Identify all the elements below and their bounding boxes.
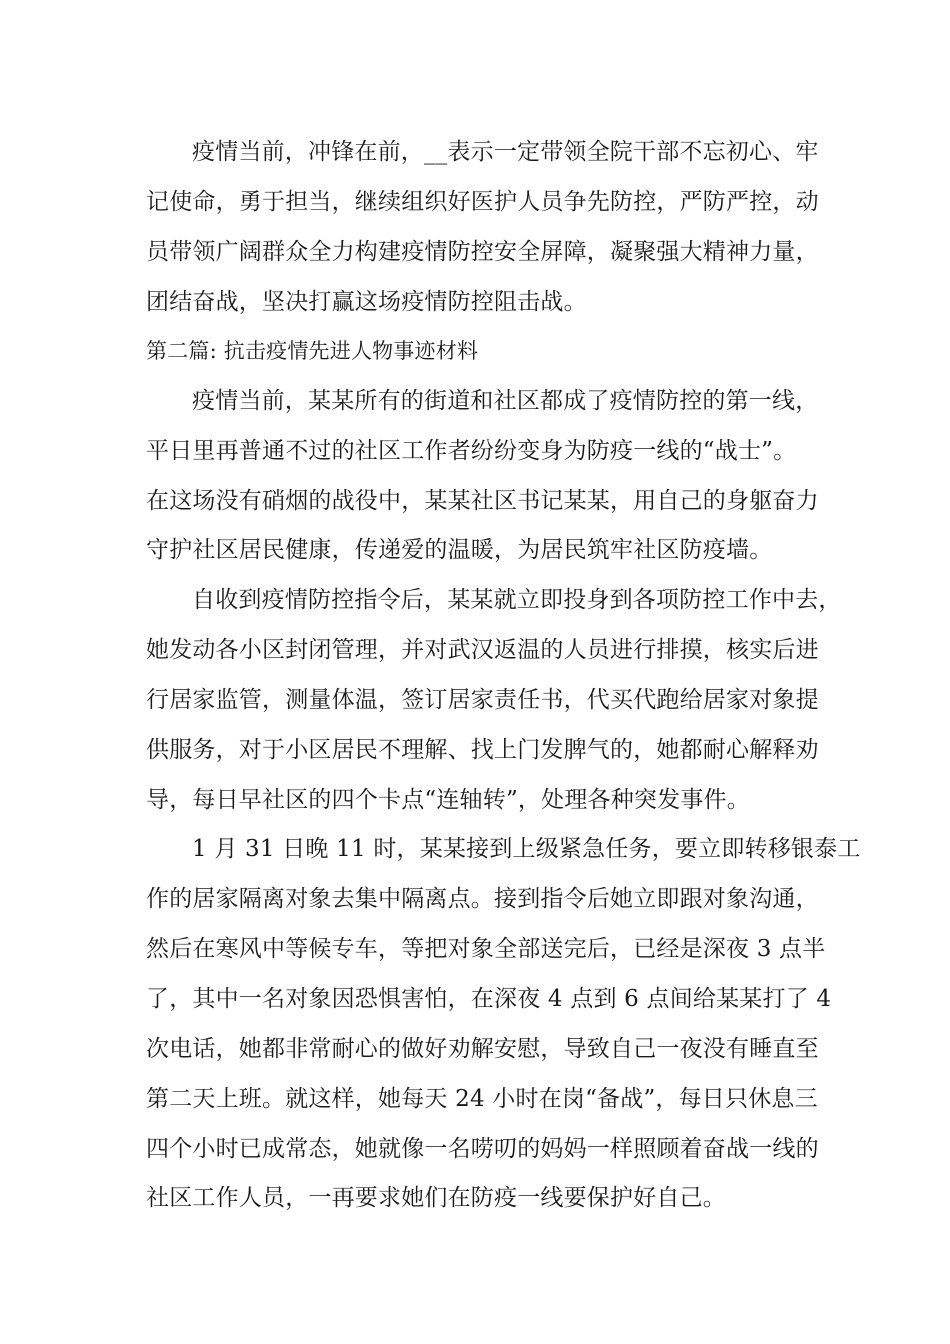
paragraph-3-line-5: 导，每日早社区的四个卡点“连轴转”，处理各种突发事件。 (146, 787, 750, 813)
paragraph-3-line-4: 供服务，对于小区居民不理解、找上门发脾气的，她都耐心解释劝 (146, 737, 819, 763)
paragraph-4-line-5: 次电话，她都非常耐心的做好劝解安慰，导致自己一夜没有睡直至 (146, 1036, 819, 1062)
paragraph-4-line-2: 作的居家隔离对象去集中隔离点。接到指令后她立即跟对象沟通， (146, 886, 819, 912)
paragraph-4-line-1: 1 月 31 日晚 11 时，某某接到上级紧急任务，要立即转移银泰工 (192, 836, 861, 862)
paragraph-4-line-4: 了，其中一名对象因恐惧害怕，在深夜 4 点到 6 点间给某某打了 4 (146, 986, 832, 1012)
paragraph-1-line-3: 员带领广阔群众全力构建疫情防控安全屏障，凝聚强大精神力量， (146, 239, 819, 265)
paragraph-1-line-4: 团结奋战，坚决打赢这场疫情防控阻击战。 (146, 289, 587, 315)
paragraph-2-line-4: 守护社区居民健康，传递爱的温暖，为居民筑牢社区防疫墙。 (146, 537, 773, 563)
paragraph-4-line-6: 第二天上班。就这样，她每天 24 小时在岗“备战”，每日只休息三 (146, 1086, 818, 1112)
paragraph-1-line-1: 疫情当前，冲锋在前，__表示一定带领全院干部不忘初心、牢 (192, 139, 819, 165)
paragraph-3-line-1: 自收到疫情防控指令后，某某就立即投身到各项防控工作中去， (192, 587, 842, 613)
paragraph-4-line-8: 社区工作人员，一再要求她们在防疫一线要保护好自己。 (146, 1185, 726, 1211)
paragraph-1-line-2: 记使命，勇于担当，继续组织好医护人员争先防控，严防严控，动 (146, 189, 819, 215)
section-heading: 第二篇: 抗击疫情先进人物事迹材料 (146, 339, 479, 363)
paragraph-2-line-2: 平日里再普通不过的社区工作者纷纷变身为防疫一线的“战士”。 (146, 438, 797, 464)
paragraph-2-line-1: 疫情当前，某某所有的街道和社区都成了疫情防控的第一线， (192, 388, 819, 414)
paragraph-3-line-3: 行居家监管，测量体温，签订居家责任书，代买代跑给居家对象提 (146, 687, 819, 713)
paragraph-2-line-3: 在这场没有硝烟的战役中，某某社区书记某某，用自己的身躯奋力 (146, 488, 819, 514)
paragraph-4-line-7: 四个小时已成常态，她就像一名唠叨的妈妈一样照顾着奋战一线的 (146, 1136, 819, 1162)
paragraph-3-line-2: 她发动各小区封闭管理，并对武汉返温的人员进行排摸，核实后进 (146, 637, 819, 663)
paragraph-4-line-3: 然后在寒风中等候专车，等把对象全部送完后，已经是深夜 3 点半 (146, 936, 826, 962)
